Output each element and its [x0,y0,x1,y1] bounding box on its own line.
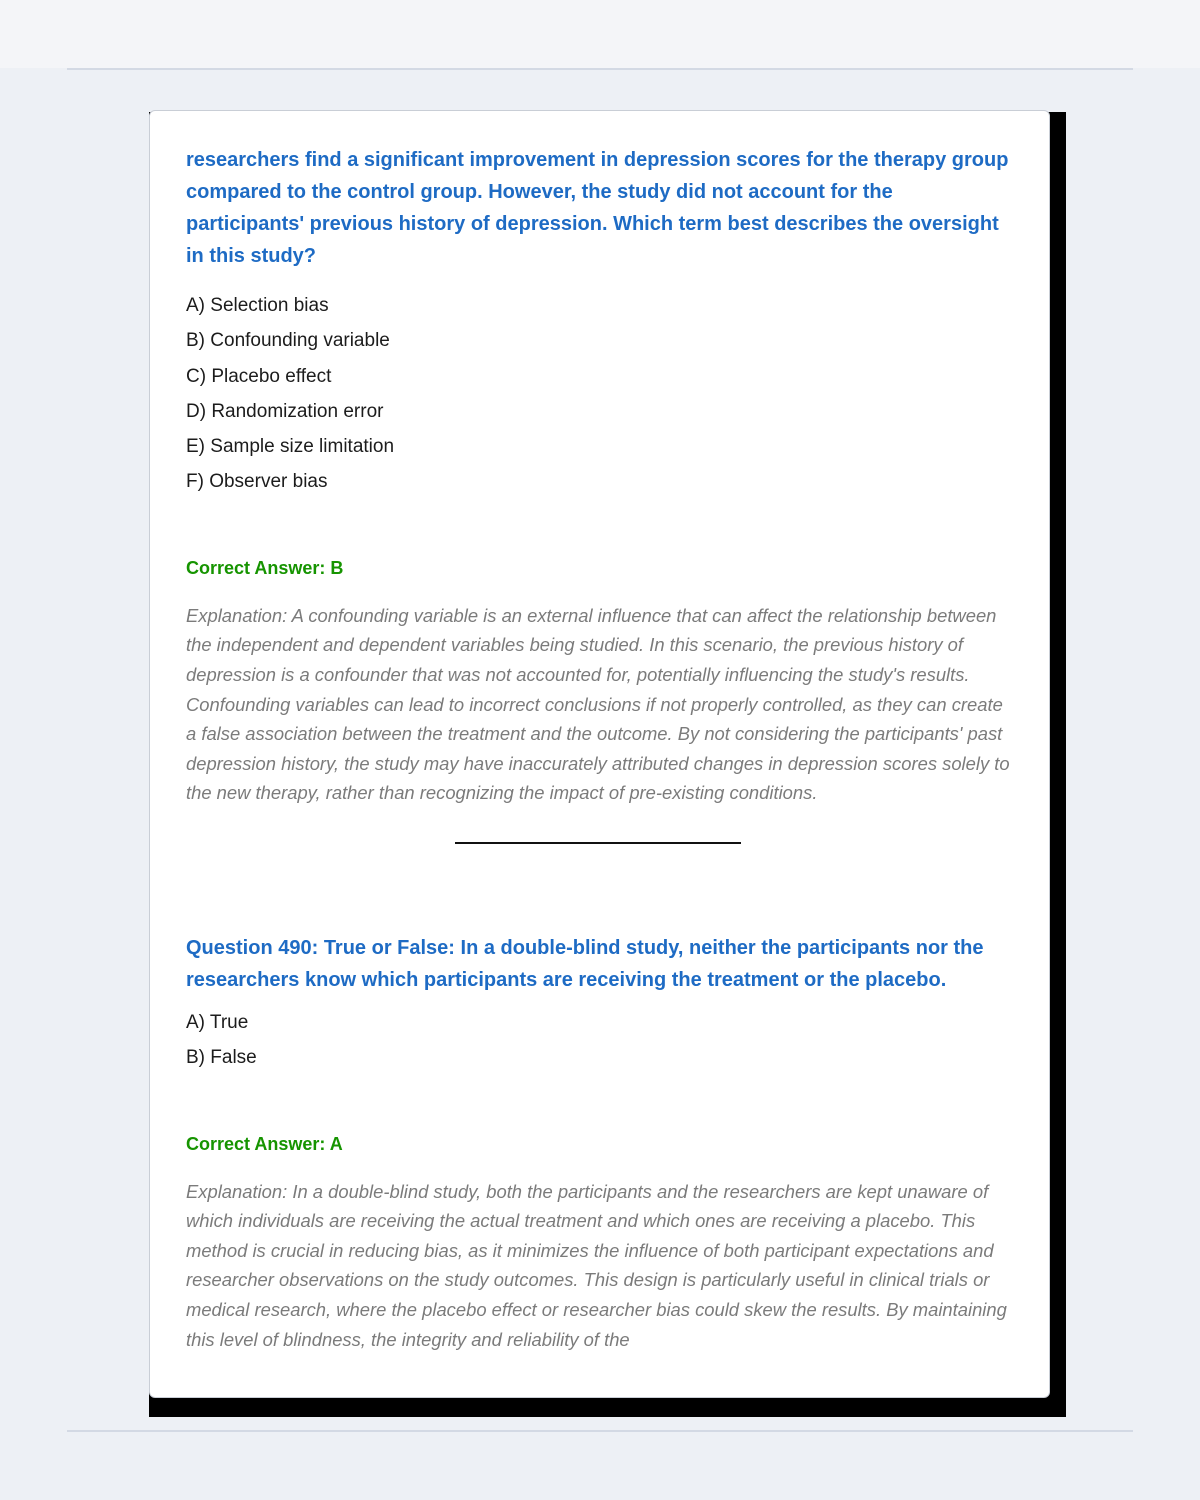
option-f: F) Observer bias [186,471,328,493]
option-a: A) Selection bias [186,295,329,316]
question-490 [186,932,1016,1354]
question-489-options [186,288,1016,500]
option-b: B) Confounding variable [186,330,390,352]
top-divider [67,68,1133,70]
question-490-explanation: Explanation: In a double-blind study, both the participants and the researchers are kept unaware of which individuals are receiving the actual treatment and which ones are receiving a placebo. This method is crucial in reducing bias, as it minimizes the influence of both participant expectations and researcher observations on the study outcomes. This design is particularly useful in clinical trials or medical research, where the placebo effect or researcher bias could skew the results. By maintaining this level of blindness, the integrity and reliability of the [186,1180,1007,1350]
option-b: B) False [186,1047,257,1069]
section-separator [455,842,741,844]
option-a: A) True [186,1011,249,1033]
option-e: E) Sample size limitation [186,436,395,458]
bottom-divider [67,1430,1133,1432]
question-490-text: Question 490: True or False: In a double-blind study, neither the participants nor the researchers know which participants are receiving the treatment or the placebo. [186,936,984,991]
question-489-explanation: Explanation: A confounding variable is an external influence that can affect the relationship between the independent and dependent variables being studied. In this scenario, the previous history of depression is a confounder that was not accounted for, potentially influencing the study's results. Confounding variables can lead to incorrect conclusions if not properly controlled, as they can create a false association between the treatment and the outcome. By not considering the participants' past depression history, the study may have inaccurately attributed changes in depression scores solely to the new therapy, rather than recognizing the impact of pre-existing conditions. [186,604,1010,804]
question-489-text: researchers find a significant improvement in depression scores for the therapy group compared to the control group. However, the study did not account for the participants' previous history of depression. Which term best describes the oversight in this study? [186,149,1009,267]
page-content [186,144,1016,1354]
viewer-top-band [0,0,1200,68]
question-490-answer: Correct Answer: A [186,1133,343,1154]
document-page [149,110,1050,1398]
question-489-answer: Correct Answer: B [186,557,344,578]
option-c: C) Placebo effect [186,365,332,387]
option-d: D) Randomization error [186,400,384,422]
question-489 [186,144,1016,808]
question-490-options [186,1005,1016,1076]
